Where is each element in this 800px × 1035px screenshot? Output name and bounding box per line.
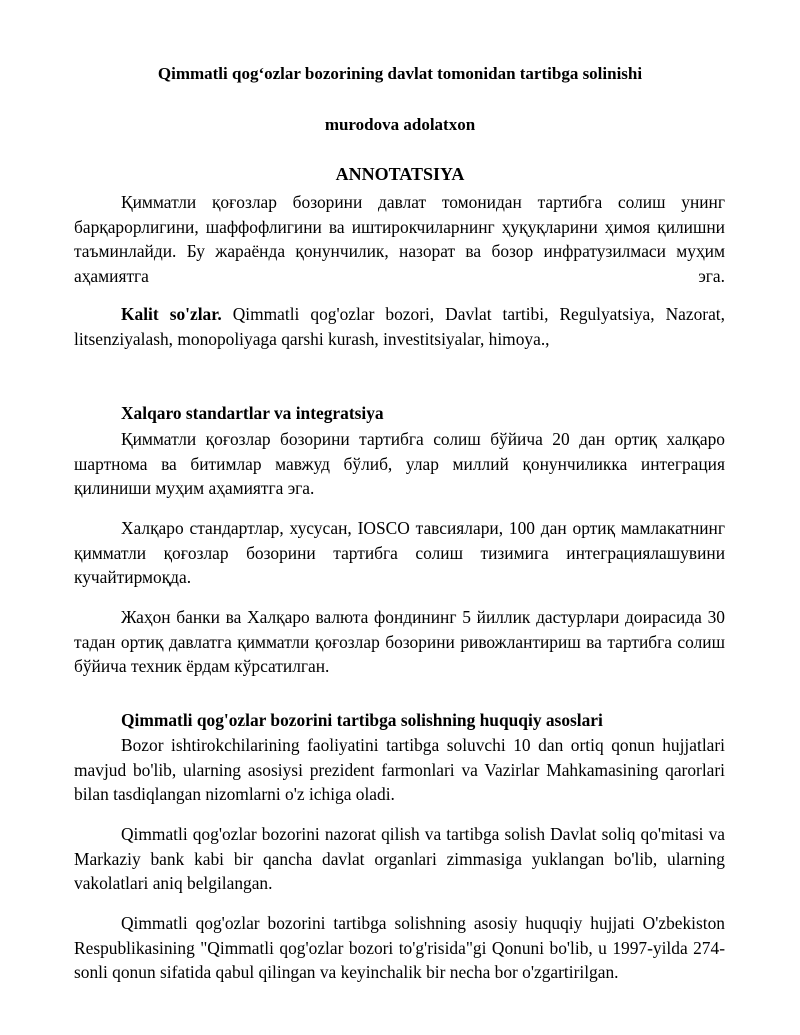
annotation-paragraph: Қимматли қоғозлар бозорини давлат томонидан тартибга солиш унинг барқарорлигини, шаффофлигини ва иштирокчиларнинг ҳуқуқларини ҳимоя қилишни таъминлайди. Бу жараёнда қонунчилик, назорат ва бозор инфратузилмаси муҳим аҳамиятга эга. bbox=[74, 192, 725, 286]
annotation-heading: ANNOTATSIYA bbox=[335, 164, 465, 184]
section2-paragraph-2: Qimmatli qog'ozlar bozorini nazorat qilish va tartibga solish Davlat soliq qo'mitasi va Markaziy bank kabi bir qancha davlat organlari zimmasiga yuklangan bo'lib, ularning vakolatlari aniq belgilangan. bbox=[74, 824, 725, 893]
section2-paragraph-1: Bozor ishtirokchilarining faoliyatini tartibga soluvchi 10 dan ortiq qonun hujjatlari mavjud bo'lib, ularning asosiysi prezident farmonlari va Vazirlar Mahkamasining qarorlari bilan tasdiqlangan nizomlarni o'z ichiga oladi. bbox=[74, 735, 725, 804]
keywords-paragraph bbox=[74, 302, 725, 351]
keywords-text: Qimmatli qog'ozlar bozori, Davlat tartibi, Regulyatsiya, Nazorat, litsenziyalash, monopoliyaga qarshi kurash, investitsiyalar, himoya., bbox=[74, 304, 725, 349]
section2-paragraph-3: Qimmatli qog'ozlar bozorini tartibga solishning asosiy huquqiy hujjati O'zbekiston Respublikasining "Qimmatli qog'ozlar bozori to'g'risida"gi Qonuni bo'lib, u 1997-yilda 274-sonli qonun sifatida qabul qilingan va keyinchalik bir necha bor o'zgartirilgan. bbox=[74, 913, 725, 982]
section1-paragraph-1: Қимматли қоғозлар бозорини тартибга солиш бўйича 20 дан ортиқ халқаро шартнома ва битимлар мавжуд бўлиб, улар миллий қонунчиликка интеграция қилиниши муҳим аҳамиятга эга. bbox=[74, 429, 725, 498]
section1-paragraph-3: Жаҳон банки ва Халқаро валюта фондининг 5 йиллик дастурлари доирасида 30 тадан ортиқ давлатга қимматли қоғозлар бозорини ривожлантириш ва тартибга солиш бўйича техник ёрдам кўрсатилган. bbox=[74, 607, 725, 676]
section-heading-legal: Qimmatli qog'ozlar bozorini tartibga solishning huquqiy asoslari bbox=[121, 710, 603, 730]
document-author: murodova adolatxon bbox=[324, 115, 476, 134]
section1-paragraph-2: Халқаро стандартлар, хусусан, IOSCO тавсиялари, 100 дан ортиқ мамлакатнинг қимматли қоғозлар бозорини тартибга солиш тизимига интеграциялашувини кучайтирмоқда. bbox=[74, 518, 725, 587]
section-heading-standards: Xalqaro standartlar va integratsiya bbox=[121, 403, 384, 423]
document-title: Qimmatli qog‘ozlar bozorining davlat tomonidan tartibga solinishi bbox=[157, 64, 643, 83]
keywords-label: Kalit so'zlar. bbox=[121, 304, 222, 324]
